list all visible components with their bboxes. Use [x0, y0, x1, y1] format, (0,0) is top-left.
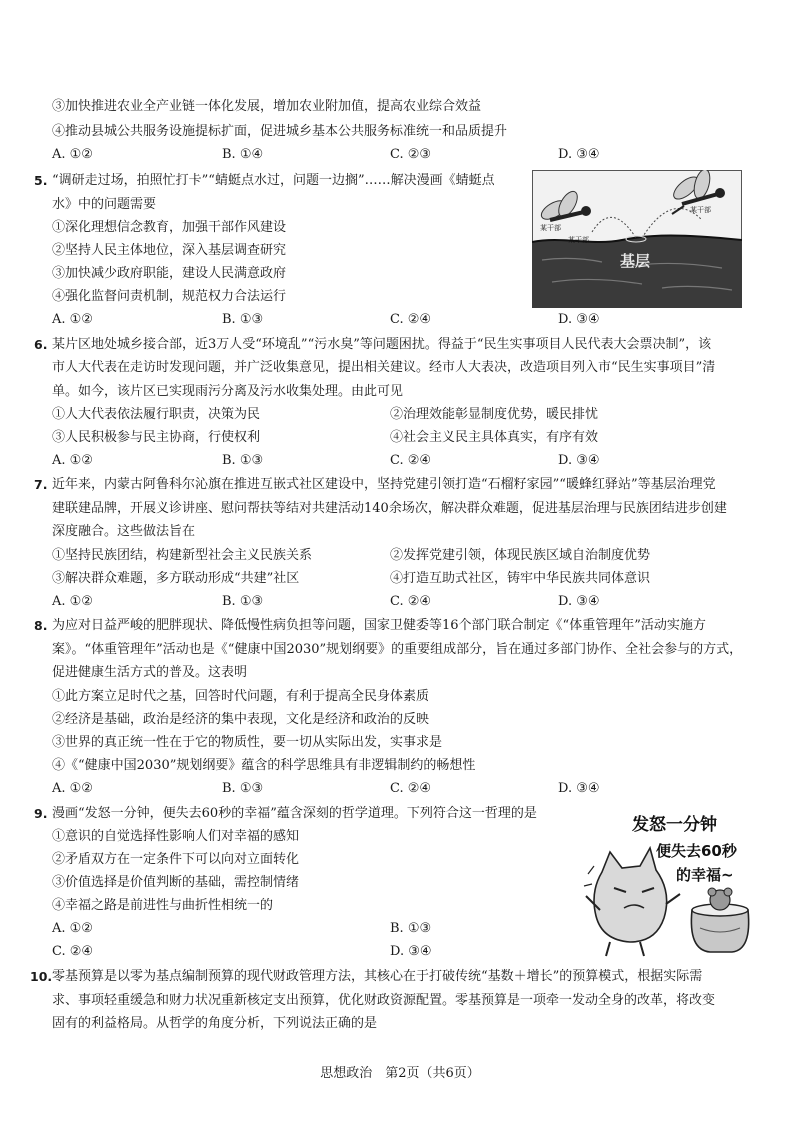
q9-item-2: ②矛盾双方在一定条件下可以向对立面转化: [52, 852, 300, 867]
q5-number: 5.: [34, 173, 48, 188]
q7-item-3: ③解决群众难题，多方联动形成“共建”社区: [52, 571, 300, 586]
q9-item-4: ④幸福之路是前进性与曲折性相统一的: [52, 898, 274, 913]
cartoon-label-water: 基层: [620, 252, 651, 270]
q8-item-4: ④《“健康中国2030”规划纲要》蕴含的科学思维具有非逻辑制约的畅想性: [52, 758, 476, 773]
q8-item-3: ③世界的真正统一性在于它的物质性，要一切从实际出发，实事求是: [52, 735, 443, 750]
dragonfly-cartoon: [532, 170, 742, 308]
q9-option-a: A. ①②: [52, 921, 93, 936]
q5-item-1: ①深化理想信念教育，加强干部作风建设: [52, 220, 287, 235]
q6-item-4: ④社会主义民主具体真实，有序有效: [390, 430, 599, 445]
q8-item-1: ①此方案立足时代之基，回答时代问题，有利于提高全民身体素质: [52, 689, 430, 704]
top-item-3: ③加快推进农业全产业链一体化发展，增加农业附加值，提高农业综合效益: [52, 99, 482, 114]
cartoon-label-left: 某干部: [540, 224, 561, 232]
q8-option-d: D. ③④: [558, 781, 600, 796]
q8-stem-line2: 案》。“体重管理年”活动也是《“健康中国2030”规划纲要》的重要组成部分，旨在通过多部门协作、全社会参与的方式，: [52, 642, 743, 657]
q8-stem-line1: 为应对日益严峻的肥胖现状、降低慢性病负担等问题，国家卫健委等16个部门联合制定《“体重管理年”活动实施方: [52, 618, 706, 633]
top-option-d: D. ③④: [558, 147, 600, 162]
cartoon-label-left2: 某干部: [568, 236, 589, 244]
q6-option-b: B. ①③: [222, 453, 264, 468]
q6-item-2: ②治理效能彰显制度优势，暖民排忧: [390, 407, 599, 422]
q10-stem-line2: 求、事项轻重缓急和财力状况重新核定支出预算，优化财政资源配置。零基预算是一项牵一发动全身的改革，将改变: [52, 993, 716, 1008]
cat-caption-1: 发怒一分钟: [632, 815, 717, 835]
q5-stem-line2: 水》中的问题需要: [52, 197, 157, 212]
cat-caption-2: 便失去60秒: [656, 842, 737, 860]
q7-option-c: C. ②④: [390, 594, 432, 609]
q6-stem-line1: 某片区地处城乡接合部，近3万人受“环境乱”“污水臭”等问题困扰。得益于“民生实事项目人民代表大会票决制”，该: [52, 337, 712, 352]
q6-number: 6.: [34, 337, 48, 352]
q5-item-4: ④强化监督问责机制，规范权力合法运行: [52, 289, 287, 304]
q8-option-c: C. ②④: [390, 781, 432, 796]
q8-number: 8.: [34, 618, 48, 633]
q8-option-b: B. ①③: [222, 781, 264, 796]
cat-caption-3: 的幸福~: [676, 866, 734, 884]
cartoon-label-right: 某干部: [690, 206, 711, 214]
q7-option-d: D. ③④: [558, 594, 600, 609]
q7-stem-line1: 近年来，内蒙古阿鲁科尔沁旗在推进互嵌式社区建设中，坚持党建引领打造“石榴籽家园”“暖蜂红驿站”等基层治理党: [52, 477, 716, 492]
cat-icon: [584, 848, 680, 956]
q5-option-a: A. ①②: [52, 312, 93, 327]
q6-option-a: A. ①②: [52, 453, 93, 468]
q8-item-2: ②经济是基础，政治是经济的集中表现，文化是经济和政治的反映: [52, 712, 430, 727]
q9-option-c: C. ②④: [52, 944, 94, 959]
q6-option-c: C. ②④: [390, 453, 432, 468]
q6-stem-line2: 市人大代表在走访时发现问题，并广泛收集意见，提出相关建议。经市人大表决，改造项目列入市“民生实事项目”清: [52, 360, 716, 375]
angry-cat-cartoon: [580, 800, 770, 960]
q9-stem-line1: 漫画“发怒一分钟，便失去60秒的幸福”蕴含深刻的哲学道理。下列符合这一哲理的是: [52, 806, 537, 821]
q5-stem-line1: “调研走过场，拍照忙打卡”“蜻蜓点水过，问题一边搁”……解决漫画《蜻蜓点: [52, 173, 495, 188]
q9-item-1: ①意识的自觉选择性影响人们对幸福的感知: [52, 829, 300, 844]
q5-option-b: B. ①③: [222, 312, 264, 327]
q10-number: 10.: [30, 969, 53, 984]
q6-item-1: ①人大代表依法履行职责，决策为民: [52, 407, 261, 422]
q5-item-3: ③加快减少政府职能，建设人民满意政府: [52, 266, 287, 281]
top-option-b: B. ①④: [222, 147, 264, 162]
q6-option-d: D. ③④: [558, 453, 600, 468]
q7-item-4: ④打造互助式社区，铸牢中华民族共同体意识: [390, 571, 651, 586]
q10-stem-line1: 零基预算是以零为基点编制预算的现代财政管理方法，其核心在于打破传统“基数＋增长”的预算模式，根据实际需: [52, 969, 703, 984]
q7-option-b: B. ①③: [222, 594, 264, 609]
q5-option-c: C. ②④: [390, 312, 432, 327]
q10-stem-line3: 固有的利益格局。从哲学的角度分析，下列说法正确的是: [52, 1016, 378, 1031]
q9-item-3: ③价值选择是价值判断的基础，需控制情绪: [52, 875, 300, 890]
page-footer: 思想政治 第2页（共6页）: [320, 1066, 480, 1081]
q5-item-2: ②坚持人民主体地位，深入基层调查研究: [52, 243, 287, 258]
top-option-c: C. ②③: [390, 147, 432, 162]
top-item-4: ④推动县城公共服务设施提标扩面，促进城乡基本公共服务标准统一和品质提升: [52, 124, 508, 139]
q9-option-d: D. ③④: [390, 944, 432, 959]
q7-item-2: ②发挥党建引领，体现民族区域自治制度优势: [390, 548, 651, 563]
q8-option-a: A. ①②: [52, 781, 93, 796]
q7-stem-line2: 建联建品牌，开展义诊讲座、慰问帮扶等结对共建活动140余场次，解决群众难题，促进基层治理与民族团结进步创建: [52, 501, 727, 516]
q6-item-3: ③人民积极参与民主协商，行使权利: [52, 430, 261, 445]
q9-number: 9.: [34, 806, 48, 821]
q7-stem-line3: 深度融合。这些做法旨在: [52, 524, 196, 539]
q7-item-1: ①坚持民族团结，构建新型社会主义民族关系: [52, 548, 313, 563]
q7-number: 7.: [34, 477, 48, 492]
q8-stem-line3: 促进健康生活方式的普及。这表明: [52, 665, 248, 680]
jar-mouse-icon: [691, 888, 748, 952]
q5-option-d: D. ③④: [558, 312, 600, 327]
q7-option-a: A. ①②: [52, 594, 93, 609]
q9-option-b: B. ①③: [390, 921, 432, 936]
q6-stem-line3: 单。如今，该片区已实现雨污分离及污水收集处理。由此可见: [52, 384, 404, 399]
top-option-a: A. ①②: [52, 147, 93, 162]
